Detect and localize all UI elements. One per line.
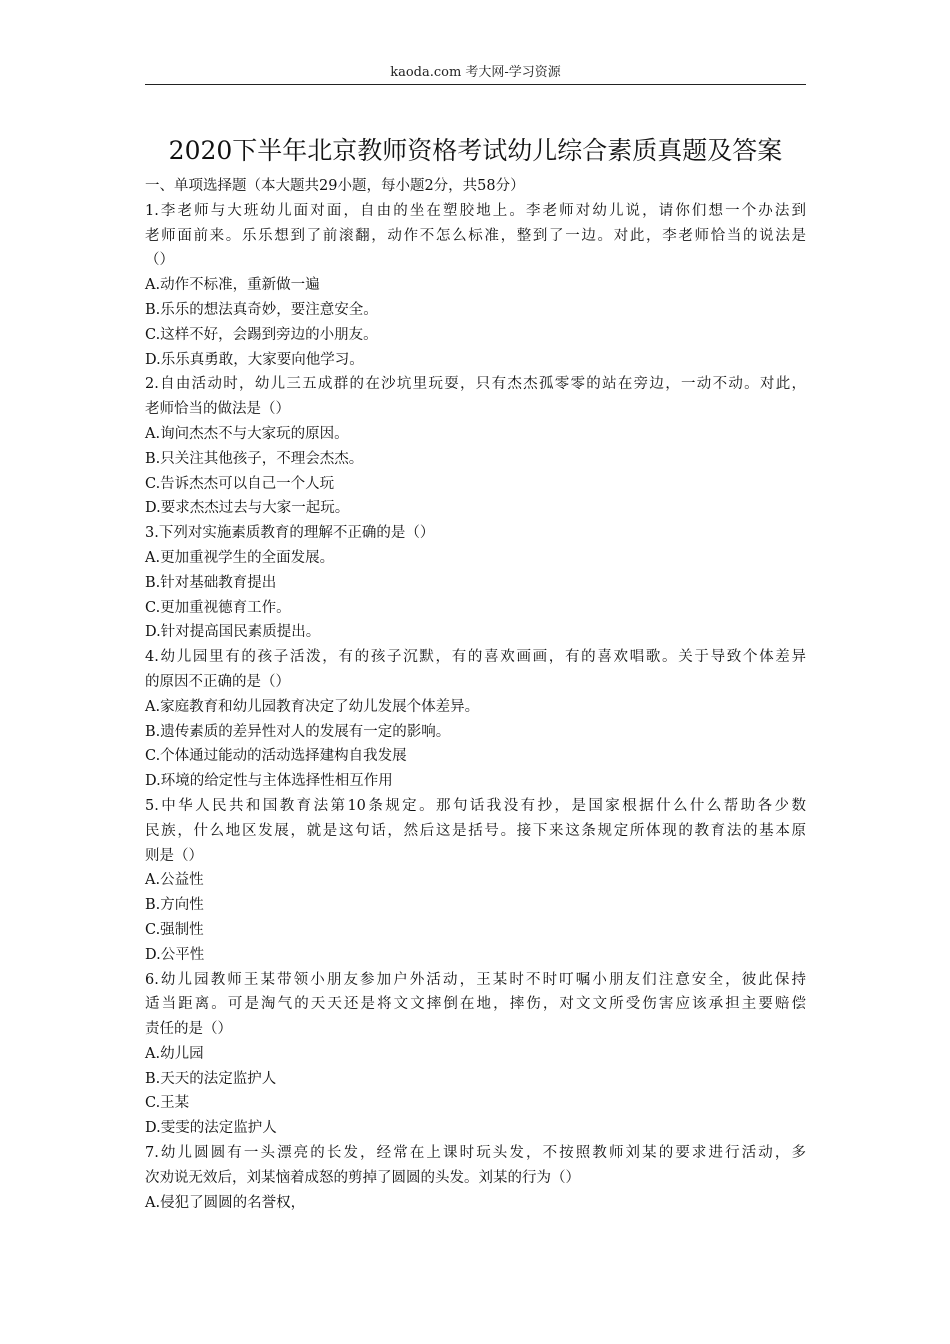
answer-option: D.针对提高国民素质提出。 (145, 624, 321, 641)
answer-option: B.方向性 (145, 897, 204, 914)
question-stem-line: 次劝说无效后，刘某恼着成怒的剪掉了圆圆的头发。刘某的行为（） (145, 1169, 580, 1186)
answer-option: B.天天的法定监护人 (145, 1070, 277, 1087)
question-stem-line: 6.幼儿园教师王某带领小朋友参加户外活动，王某时不时叮嘱小朋友们注意安全，彼此保持 (145, 971, 806, 988)
question-1 (145, 199, 810, 373)
question-3 (145, 521, 810, 645)
answer-option: D.乐乐真勇敢，大家要向他学习。 (145, 351, 364, 368)
answer-option: C.更加重视德育工作。 (145, 599, 291, 616)
question-stem-line: 3.下列对实施素质教育的理解不正确的是（） (145, 525, 435, 542)
answer-option: A.侵犯了圆圆的名誉权， (145, 1194, 306, 1211)
answer-option: C.王某 (145, 1095, 190, 1112)
answer-option: D.要求杰杰过去与大家一起玩。 (145, 500, 350, 517)
document-body (145, 174, 810, 1215)
answer-option: A.公益性 (145, 872, 204, 889)
answer-option: A.幼儿园 (145, 1045, 204, 1062)
question-stem-line: 的原因不正确的是（） (145, 673, 290, 690)
page-header-source: kaoda.com 考大网-学习资源 (390, 65, 561, 80)
answer-option: A.询问杰杰不与大家玩的原因。 (145, 425, 349, 442)
answer-option: B.遗传素质的差异性对人的发展有一定的影响。 (145, 723, 451, 740)
answer-option: B.只关注其他孩子，不理会杰杰。 (145, 450, 364, 467)
document-title: 2020下半年北京教师资格考试幼儿综合素质真题及答案 (168, 136, 783, 165)
answer-option: A.家庭教育和幼儿园教育决定了幼儿发展个体差异。 (145, 698, 480, 715)
question-stem-line: 1.李老师与大班幼儿面对面，自由的坐在塑胶地上。李老师对幼儿说，请你们想一个办法到 (145, 202, 806, 219)
answer-option: D.公平性 (145, 946, 205, 963)
question-stem-line: 4.幼儿园里有的孩子活泼，有的孩子沉默，有的喜欢画画，有的喜欢唱歌。关于导致个体差异 (145, 649, 806, 666)
question-4 (145, 645, 810, 794)
header-divider (145, 84, 806, 85)
answer-option: C.这样不好，会踢到旁边的小朋友。 (145, 326, 378, 343)
answer-option: C.告诉杰杰可以自己一个人玩 (145, 475, 335, 492)
answer-option: C.个体通过能动的活动选择建构自我发展 (145, 748, 407, 765)
question-stem-line: 7.幼儿圆圆有一头漂亮的长发，经常在上课时玩头发，不按照教师刘某的要求进行活动，多 (145, 1145, 806, 1162)
answer-option: C.强制性 (145, 921, 204, 938)
question-stem-line: 适当距离。可是淘气的天天还是将文文摔倒在地，摔伤，对文文所受伤害应该承担主要赔偿 (145, 996, 806, 1013)
answer-option: B.针对基础教育提出 (145, 574, 277, 591)
question-2 (145, 372, 810, 521)
answer-option: D.雯雯的法定监护人 (145, 1120, 277, 1137)
section-heading: 一、单项选择题（本大题共29小题，每小题2分，共58分） (145, 178, 525, 194)
question-stem-line: 老师恰当的做法是（） (145, 401, 290, 418)
answer-option: A.动作不标准，重新做一遍 (145, 277, 320, 294)
question-stem-line: 民族，什么地区发展，就是这句话，然后这是括号。接下来这条规定所体现的教育法的基本原 (145, 822, 806, 839)
question-stem-line: 老师面前来。乐乐想到了前滚翻，动作不怎么标准，整到了一边。对此，李老师恰当的说法是 (145, 227, 806, 244)
question-stem-line: 则是（） (145, 847, 203, 864)
question-stem-line: （） (145, 252, 174, 269)
answer-option: B.乐乐的想法真奇妙，要注意安全。 (145, 301, 378, 318)
question-stem-line: 5.中华人民共和国教育法第10条规定。那句话我没有抄，是国家根据什么什么帮助各少数 (145, 797, 806, 814)
answer-option: D.环境的给定性与主体选择性相互作用 (145, 773, 393, 790)
question-7 (145, 1141, 810, 1215)
question-stem-line: 责任的是（） (145, 1021, 232, 1038)
question-5 (145, 794, 810, 968)
answer-option: A.更加重视学生的全面发展。 (145, 549, 335, 566)
question-6 (145, 968, 810, 1142)
question-stem-line: 2.自由活动时，幼儿三五成群的在沙坑里玩耍，只有杰杰孤零零的站在旁边，一动不动。对此， (145, 376, 806, 393)
